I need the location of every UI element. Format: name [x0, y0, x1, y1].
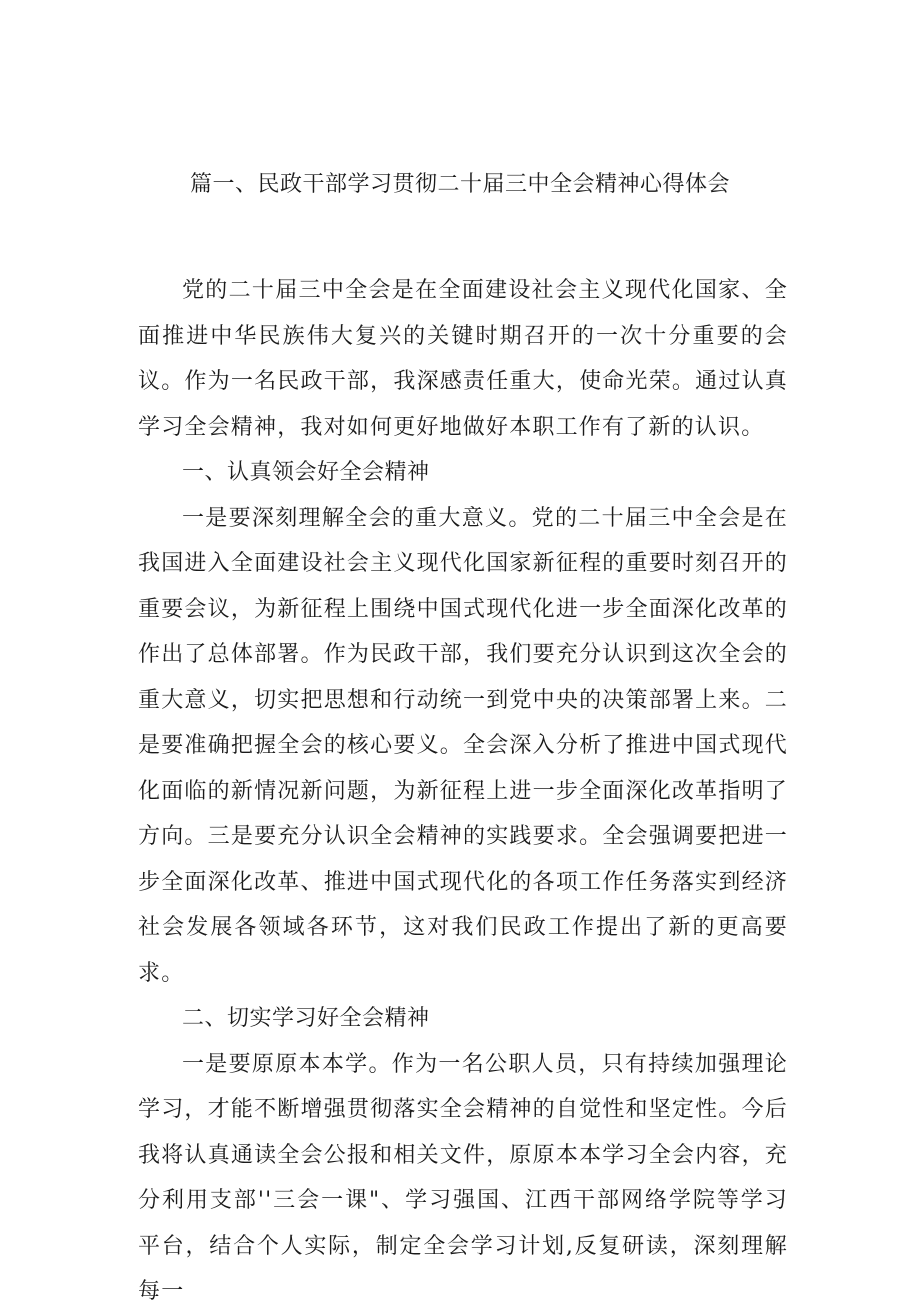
intro-paragraph: 党的二十届三中全会是在全面建设社会主义现代化国家、全面推进中华民族伟大复兴的关键时期召开的一次十分重要的会议。作为一名民政干部，我深感责任重大，使命光荣。通过认真学习全会精神，我对如何更好地做好本职工作有了新的认识。 — [138, 278, 788, 440]
section-2-heading: 二、切实学习好全会精神 — [182, 1006, 430, 1031]
section-2-paragraph: 一是要原原本本学。作为一名公职人员，只有持续加强理论学习，才能不断增强贯彻落实全会精神的自觉性和坚定性。今后我将认真通读全会公报和相关文件，原原本本学习全会内容，充分利用支部''三会一课"、学习强国、江西干部网络学院等学习平台，结合个人实际，制定全会学习计划,反复研读，深刻理解每一 — [138, 1051, 788, 1304]
document-body — [138, 268, 788, 1315]
section-1-heading: 一、认真领会好全会精神 — [182, 460, 430, 485]
document-title: 篇一、民政干部学习贯彻二十届三中全会精神心得体会 — [189, 172, 730, 197]
section-1-paragraph: 一是要深刻理解全会的重大意义。党的二十届三中全会是在我国进入全面建设社会主义现代化国家新征程的重要时刻召开的重要会议，为新征程上围绕中国式现代化进一步全面深化改革的作出了总体部署。作为民政干部，我们要充分认识到这次全会的重大意义，切实把思想和行动统一到党中央的决策部署上来。二是要准确把握全会的核心要义。全会深入分析了推进中国式现代化面临的新情况新问题，为新征程上进一步全面深化改革指明了方向。三是要充分认识全会精神的实践要求。全会强调要把进一步全面深化改革、推进中国式现代化的各项工作任务落实到经济社会发展各领域各环节，这对我们民政工作提出了新的更高要求。 — [138, 505, 788, 986]
